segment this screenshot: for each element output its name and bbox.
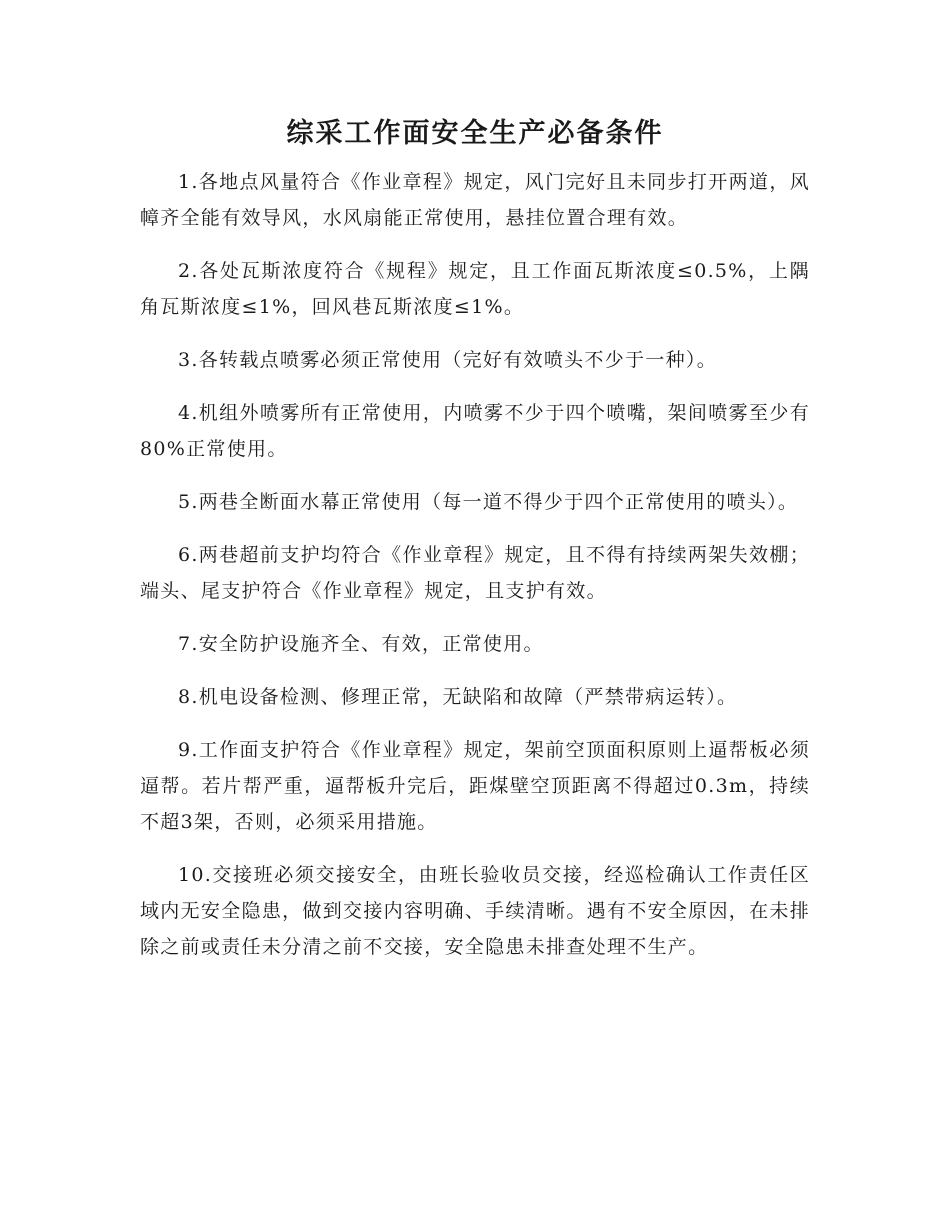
paragraph-item-7: 7.安全防护设施齐全、有效，正常使用。: [178, 633, 544, 655]
paragraph-item-3: 3.各转载点喷雾必须正常使用（完好有效喷头不少于一种）。: [178, 349, 718, 371]
paragraph-item-5: 5.两巷全断面水幕正常使用（每一道不得少于四个正常使用的喷头）。: [178, 491, 799, 513]
paragraph-item-8: 8.机电设备检测、修理正常，无缺陷和故障（严禁带病运转）。: [178, 686, 738, 708]
paragraph-item-10: 10.交接班必须交接安全，由班长验收员交接，经巡检确认工作责任区域内无安全隐患，做到交接内容明确、手续清晰。遇有不安全原因，在未排除之前或责任未分清之前不交接，安全隐患未排查处理不生产。: [140, 864, 810, 958]
paragraph-item-4: 4.机组外喷雾所有正常使用，内喷雾不少于四个喷嘴，架间喷雾至少有80%正常使用。: [140, 402, 810, 460]
paragraph-item-9: 9.工作面支护符合《作业章程》规定，架前空顶面积原则上逼帮板必须逼帮。若片帮严重，逼帮板升完后，距煤壁空顶距离不得超过0.3m，持续不超3架，否则，必须采用措施。: [140, 739, 810, 833]
paragraph-item-1: 1.各地点风量符合《作业章程》规定，风门完好且未同步打开两道，风幛齐全能有效导风，水风扇能正常使用，悬挂位置合理有效。: [140, 171, 810, 229]
document-title: 综采工作面安全生产必备条件: [286, 118, 664, 149]
paragraph-item-6: 6.两巷超前支护均符合《作业章程》规定，且不得有持续两架失效棚；端头、尾支护符合《作业章程》规定，且支护有效。: [140, 544, 810, 602]
paragraph-item-2: 2.各处瓦斯浓度符合《规程》规定，且工作面瓦斯浓度≤0.5%，上隅角瓦斯浓度≤1%，回风巷瓦斯浓度≤1%。: [140, 260, 810, 318]
